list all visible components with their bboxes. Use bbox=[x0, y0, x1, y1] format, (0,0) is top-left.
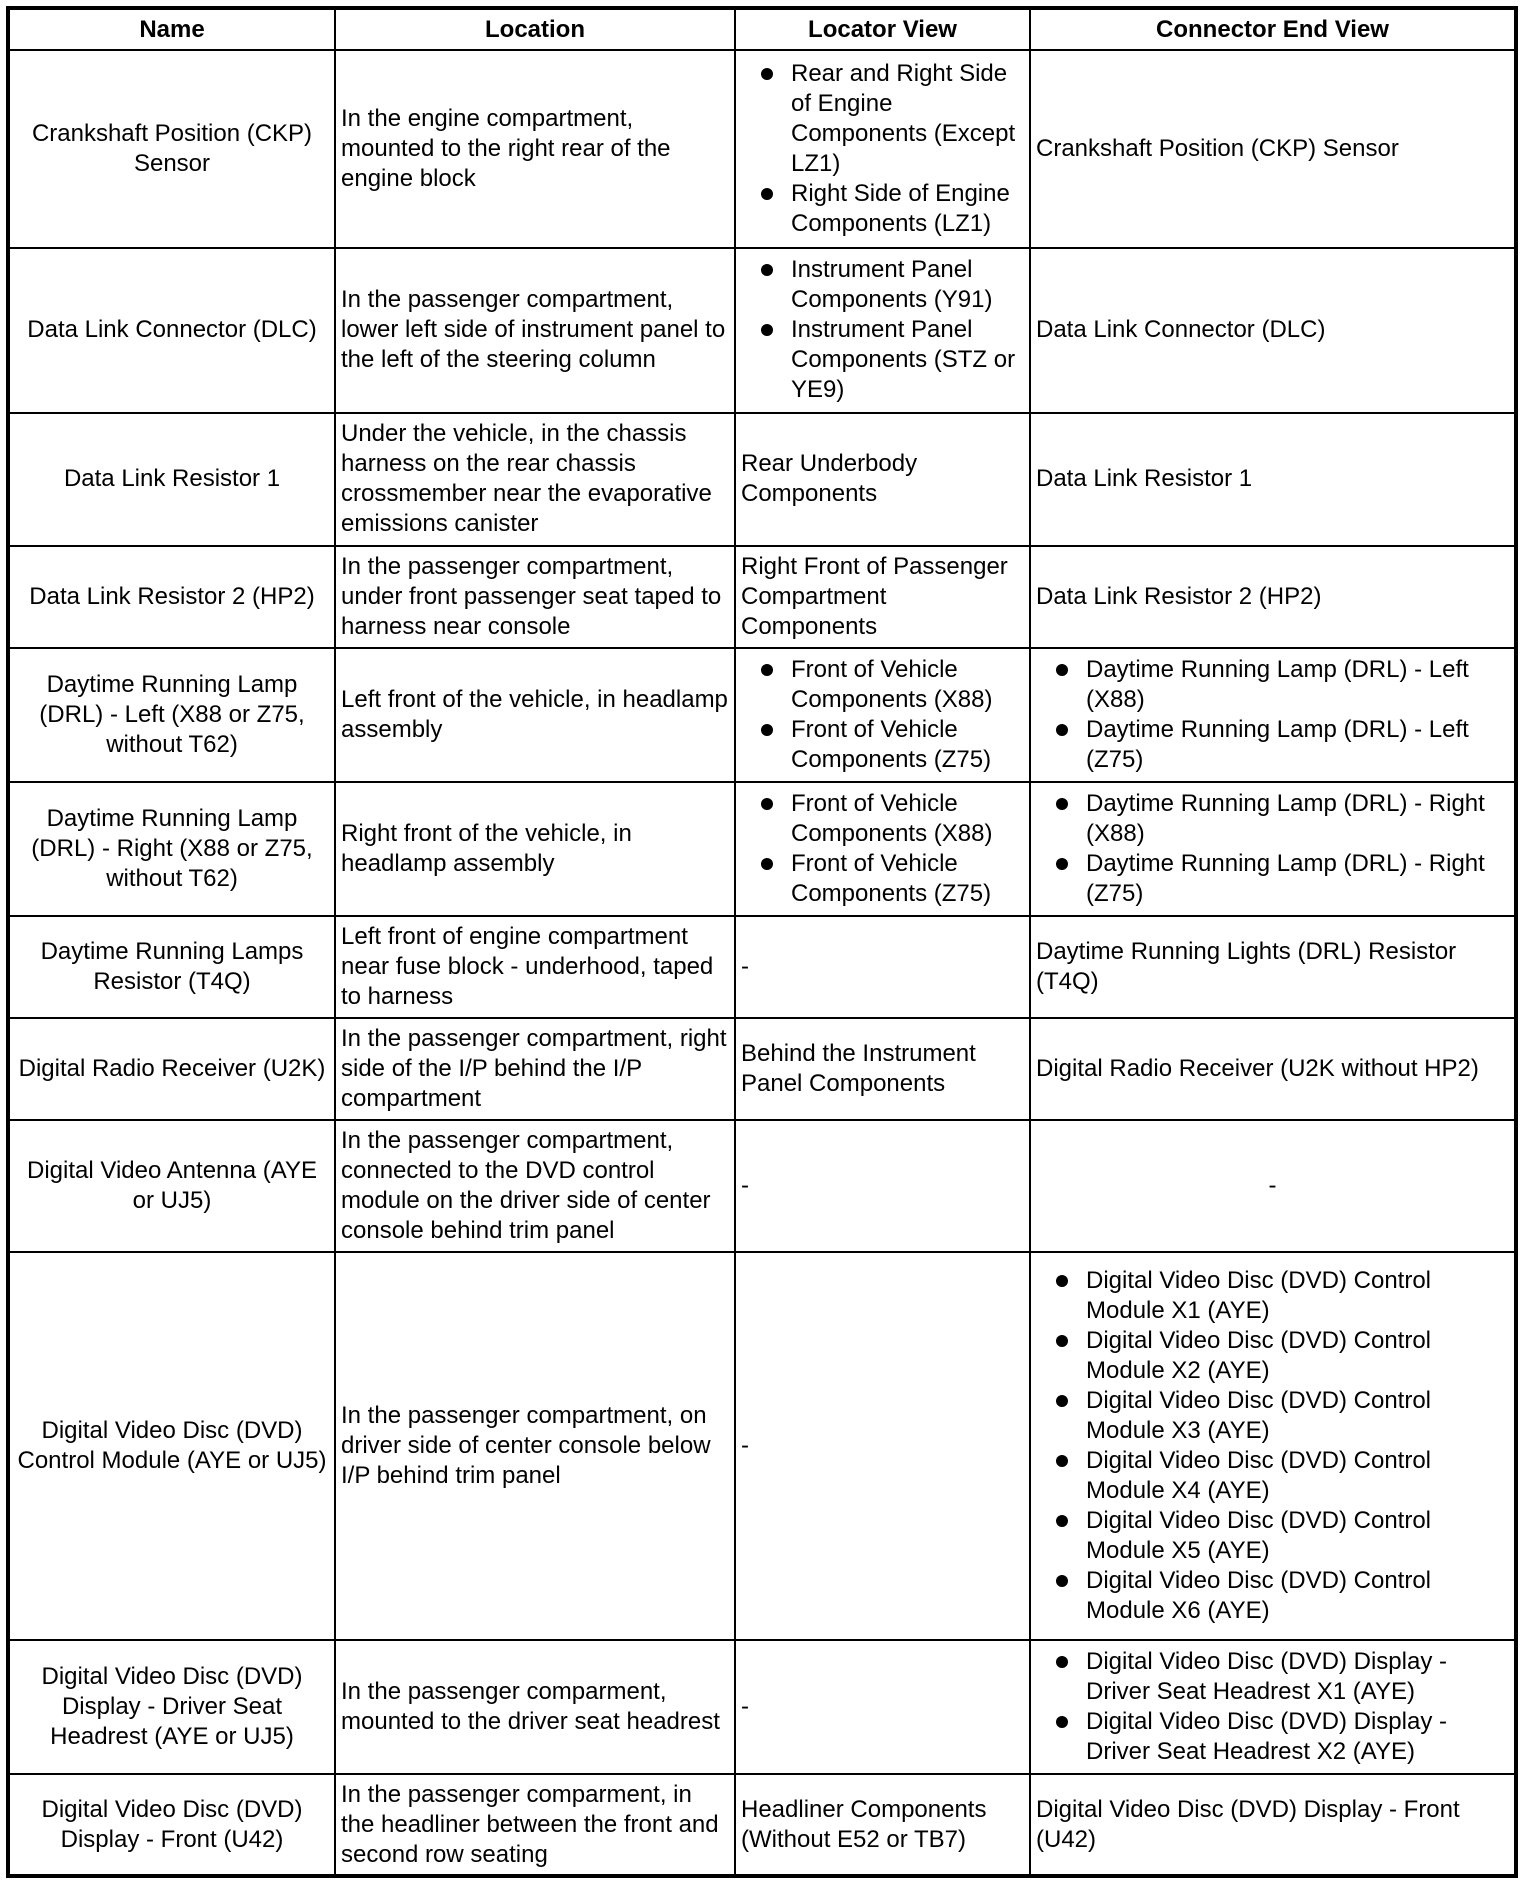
connector-list-item: Daytime Running Lamp (DRL) - Left (X88) bbox=[1036, 655, 1509, 715]
cell-connector-end-view: Digital Video Disc (DVD) Display - Front (U42) bbox=[1030, 1774, 1516, 1876]
cell-locator-view: Headliner Components (Without E52 or TB7) bbox=[735, 1774, 1030, 1876]
cell-locator-view: Behind the Instrument Panel Components bbox=[735, 1018, 1030, 1120]
connector-list bbox=[1036, 1647, 1509, 1767]
connector-list-item: Digital Video Disc (DVD) Control Module X3 (AYE) bbox=[1036, 1386, 1509, 1446]
table-row bbox=[8, 248, 1516, 413]
locator-list-item: Front of Vehicle Components (X88) bbox=[741, 655, 1024, 715]
cell-name: Digital Video Disc (DVD) Display - Driver Seat Headrest (AYE or UJ5) bbox=[8, 1640, 335, 1774]
cell-connector-end-view: - bbox=[1030, 1120, 1516, 1252]
cell-connector-end-view bbox=[1030, 1252, 1516, 1640]
table-row bbox=[8, 1018, 1516, 1120]
cell-connector-end-view: Digital Radio Receiver (U2K without HP2) bbox=[1030, 1018, 1516, 1120]
cell-name: Daytime Running Lamp (DRL) - Right (X88 or Z75, without T62) bbox=[8, 782, 335, 916]
header-location: Location bbox=[335, 8, 735, 50]
locator-list-item: Rear and Right Side of Engine Components (Except LZ1) bbox=[741, 59, 1024, 179]
cell-location: Right front of the vehicle, in headlamp assembly bbox=[335, 782, 735, 916]
cell-connector-end-view bbox=[1030, 1640, 1516, 1774]
cell-locator-view: - bbox=[735, 1252, 1030, 1640]
cell-locator-view: Right Front of Passenger Compartment Components bbox=[735, 546, 1030, 648]
locator-list-item: Front of Vehicle Components (X88) bbox=[741, 789, 1024, 849]
header-row bbox=[8, 8, 1516, 50]
cell-connector-end-view: Crankshaft Position (CKP) Sensor bbox=[1030, 50, 1516, 248]
cell-location: In the passenger compartment, lower left side of instrument panel to the left of the steering column bbox=[335, 248, 735, 413]
connector-list bbox=[1036, 1266, 1509, 1626]
cell-connector-end-view bbox=[1030, 782, 1516, 916]
table-row bbox=[8, 546, 1516, 648]
cell-locator-view bbox=[735, 648, 1030, 782]
cell-connector-end-view: Daytime Running Lights (DRL) Resistor (T4Q) bbox=[1030, 916, 1516, 1018]
cell-locator-view bbox=[735, 50, 1030, 248]
table-row bbox=[8, 50, 1516, 248]
locator-list-item: Instrument Panel Components (STZ or YE9) bbox=[741, 315, 1024, 405]
cell-location: In the passenger compartment, under front passenger seat taped to harness near console bbox=[335, 546, 735, 648]
locator-list-item: Instrument Panel Components (Y91) bbox=[741, 255, 1024, 315]
cell-name: Data Link Resistor 2 (HP2) bbox=[8, 546, 335, 648]
cell-location: Left front of engine compartment near fuse block - underhood, taped to harness bbox=[335, 916, 735, 1018]
cell-connector-end-view: Data Link Connector (DLC) bbox=[1030, 248, 1516, 413]
cell-locator-view: - bbox=[735, 1640, 1030, 1774]
cell-locator-view bbox=[735, 248, 1030, 413]
cell-location: In the engine compartment, mounted to the right rear of the engine block bbox=[335, 50, 735, 248]
cell-location: In the passenger compartment, on driver side of center console below I/P behind trim panel bbox=[335, 1252, 735, 1640]
cell-name: Data Link Connector (DLC) bbox=[8, 248, 335, 413]
cell-locator-view bbox=[735, 782, 1030, 916]
cell-locator-view: Rear Underbody Components bbox=[735, 413, 1030, 546]
cell-name: Digital Radio Receiver (U2K) bbox=[8, 1018, 335, 1120]
connector-list-item: Digital Video Disc (DVD) Display - Driver Seat Headrest X2 (AYE) bbox=[1036, 1707, 1509, 1767]
connector-list-item: Daytime Running Lamp (DRL) - Left (Z75) bbox=[1036, 715, 1509, 775]
cell-connector-end-view: Data Link Resistor 2 (HP2) bbox=[1030, 546, 1516, 648]
cell-location: Under the vehicle, in the chassis harness on the rear chassis crossmember near the evaporative emissions canister bbox=[335, 413, 735, 546]
connector-list-item: Digital Video Disc (DVD) Display - Driver Seat Headrest X1 (AYE) bbox=[1036, 1647, 1509, 1707]
table-row bbox=[8, 1120, 1516, 1252]
cell-location: Left front of the vehicle, in headlamp assembly bbox=[335, 648, 735, 782]
connector-list-item: Digital Video Disc (DVD) Control Module X1 (AYE) bbox=[1036, 1266, 1509, 1326]
cell-connector-end-view: Data Link Resistor 1 bbox=[1030, 413, 1516, 546]
table-body bbox=[8, 50, 1516, 1876]
table-row bbox=[8, 413, 1516, 546]
connector-list bbox=[1036, 789, 1509, 909]
connector-list-item: Daytime Running Lamp (DRL) - Right (X88) bbox=[1036, 789, 1509, 849]
connector-list-item: Digital Video Disc (DVD) Control Module X6 (AYE) bbox=[1036, 1566, 1509, 1626]
cell-location: In the passenger compartment, connected to the DVD control module on the driver side of center console behind trim panel bbox=[335, 1120, 735, 1252]
connector-list bbox=[1036, 655, 1509, 775]
table-row bbox=[8, 1640, 1516, 1774]
table-row bbox=[8, 916, 1516, 1018]
cell-location: In the passenger compartment, right side of the I/P behind the I/P compartment bbox=[335, 1018, 735, 1120]
header-connector-end-view: Connector End View bbox=[1030, 8, 1516, 50]
locator-list-item: Front of Vehicle Components (Z75) bbox=[741, 849, 1024, 909]
connector-list-item: Digital Video Disc (DVD) Control Module X2 (AYE) bbox=[1036, 1326, 1509, 1386]
locator-list-item: Front of Vehicle Components (Z75) bbox=[741, 715, 1024, 775]
cell-name: Daytime Running Lamp (DRL) - Left (X88 or Z75, without T62) bbox=[8, 648, 335, 782]
cell-name: Crankshaft Position (CKP) Sensor bbox=[8, 50, 335, 248]
cell-name: Digital Video Disc (DVD) Control Module (AYE or UJ5) bbox=[8, 1252, 335, 1640]
cell-name: Daytime Running Lamps Resistor (T4Q) bbox=[8, 916, 335, 1018]
cell-name: Digital Video Disc (DVD) Display - Front (U42) bbox=[8, 1774, 335, 1876]
cell-location: In the passenger comparment, in the headliner between the front and second row seating bbox=[335, 1774, 735, 1876]
connector-list-item: Daytime Running Lamp (DRL) - Right (Z75) bbox=[1036, 849, 1509, 909]
connector-list-item: Digital Video Disc (DVD) Control Module X5 (AYE) bbox=[1036, 1506, 1509, 1566]
component-locator-table bbox=[6, 6, 1518, 1878]
cell-name: Digital Video Antenna (AYE or UJ5) bbox=[8, 1120, 335, 1252]
table-row bbox=[8, 648, 1516, 782]
locator-list bbox=[741, 255, 1024, 405]
table-row bbox=[8, 782, 1516, 916]
header-name: Name bbox=[8, 8, 335, 50]
locator-list bbox=[741, 789, 1024, 909]
table-row bbox=[8, 1774, 1516, 1876]
locator-list-item: Right Side of Engine Components (LZ1) bbox=[741, 179, 1024, 239]
cell-locator-view: - bbox=[735, 916, 1030, 1018]
cell-locator-view: - bbox=[735, 1120, 1030, 1252]
table-row bbox=[8, 1252, 1516, 1640]
locator-list bbox=[741, 59, 1024, 239]
connector-list-item: Digital Video Disc (DVD) Control Module X4 (AYE) bbox=[1036, 1446, 1509, 1506]
locator-list bbox=[741, 655, 1024, 775]
cell-name: Data Link Resistor 1 bbox=[8, 413, 335, 546]
cell-connector-end-view bbox=[1030, 648, 1516, 782]
header-locator-view: Locator View bbox=[735, 8, 1030, 50]
cell-location: In the passenger comparment, mounted to the driver seat headrest bbox=[335, 1640, 735, 1774]
